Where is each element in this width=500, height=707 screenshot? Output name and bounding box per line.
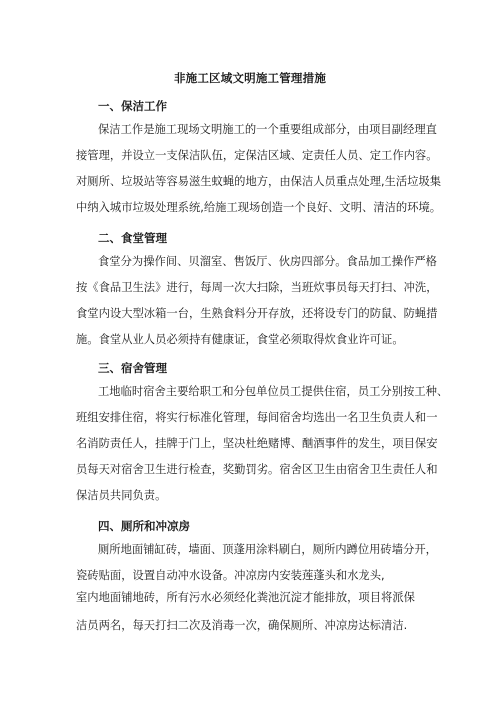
paragraph-line: 施。食堂从业人员必须持有健康证，食堂必须取得炊食业许可证。 [76, 333, 404, 346]
document-title: 非施工区域文明施工管理措施 [173, 71, 327, 85]
paragraph-line: 名消防责任人，挂牌于门上，坚决杜绝赌博、酗酒事件的发生，项目保安 [76, 437, 438, 450]
paragraph-line: 保洁工作是施工现场文明施工的一个重要组成部分，由项目副经理直 [98, 123, 437, 136]
paragraph-line: 对厕所、垃圾站等容易滋生蚊蝇的地方，由保洁人员重点处理,生活垃圾集 [76, 175, 442, 188]
paragraph-line: 中纳入城市垃圾处理系统,给施工现场创造一个良好、文明、清洁的环境。 [76, 201, 442, 214]
paragraph-line: 食堂内设大型冰箱一台，生熟食料分开存放，还将设专门的防鼠、防蝇措 [76, 307, 438, 320]
paragraph-line: 室内地面铺地砖，所有污水必须经化粪池沉淀才能排放，项目将派保 [76, 591, 415, 604]
paragraph-line: 按《食品卫生法》进行，每周一次大扫除，当班炊事员每天打扫、冲洗， [76, 281, 438, 294]
paragraph-line: 员每天对宿舍卫生进行检查，奖勤罚劣。宿舍区卫生由宿舍卫生责任人和 [76, 463, 438, 476]
paragraph-line: 接管理，并设立一支保洁队伍，定保洁区域、定责任人员、定工作内容。 [76, 149, 438, 162]
section-heading-toilets-showers: 四、厕所和冲凉房 [98, 519, 190, 533]
paragraph-line: 保洁员共同负责。 [76, 489, 167, 502]
section-heading-canteen: 二、食堂管理 [98, 231, 167, 245]
section-heading-dormitory: 三、宿舍管理 [98, 361, 167, 375]
paragraph-line: 瓷砖贴面，设置自动冲水设备。冲凉房内安装莲蓬头和水龙头, [76, 569, 385, 582]
paragraph-line: 工地临时宿舍主要给职工和分包单位员工提供住宿，员工分别按工种、 [98, 385, 449, 398]
paragraph-line: 班组安排住宿，将实行标准化管理，每间宿舍均选出一名卫生负责人和一 [76, 411, 438, 424]
section-heading-cleaning: 一、保洁工作 [98, 99, 167, 113]
paragraph-line: 食堂分为操作间、贝溜室、售饭厅、伙房四部分。食品加工操作严格 [98, 255, 437, 268]
paragraph-line: 厕所地面铺缸砖，墙面、顶蓬用涂料刷白，厕所内蹲位用砖墙分开， [98, 543, 437, 556]
paragraph-line: 洁员两名，每天打扫二次及消毒一次，确保厕所、冲凉房达标清洁. [76, 619, 408, 632]
